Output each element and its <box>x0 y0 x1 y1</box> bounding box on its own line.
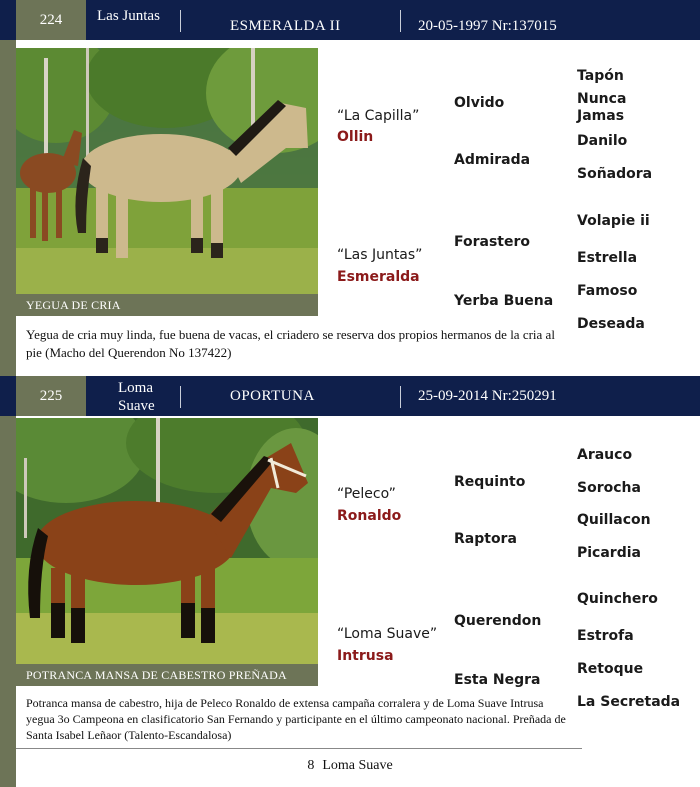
header-divider <box>400 386 401 408</box>
horse-photo-image <box>16 48 318 294</box>
pedigree-great-grandparent: Quillacon <box>577 512 651 528</box>
footer-breeder: Loma Suave <box>322 758 393 773</box>
pedigree-great-grandparent: Picardia <box>577 545 641 561</box>
birth-registration: 20-05-1997 Nr:137015 <box>418 18 557 34</box>
lot-description: Yegua de cria muy linda, fue buena de vacas, el criadero se reserva dos propios hermanos de la cria al pie (Macho del Querendon No 137422) <box>26 327 555 360</box>
sire-prefix: “La Capilla” <box>337 108 420 124</box>
dam-name: Intrusa <box>337 648 394 664</box>
dam-prefix: “Loma Suave” <box>337 626 438 642</box>
dam-prefix: “Las Juntas” <box>337 247 423 263</box>
sire-name: Ronaldo <box>337 508 402 524</box>
horse-photo <box>16 418 318 664</box>
lot-header <box>0 0 700 40</box>
photo-caption: POTRANCA MANSA DE CABESTRO PREÑADA <box>16 664 318 686</box>
sire-prefix: “Peleco” <box>337 486 396 502</box>
header-divider <box>180 386 181 408</box>
pedigree-dam-dam: Esta Negra <box>454 672 541 688</box>
page-number: 8 <box>307 758 315 773</box>
pedigree-dam-sire: Querendon <box>454 613 542 629</box>
lot-header <box>0 376 700 416</box>
dam-name: Esmeralda <box>337 269 420 285</box>
pedigree-great-grandparent: Soñadora <box>577 166 653 182</box>
sire-name: Ollin <box>337 129 374 145</box>
lot-description: Potranca mansa de cabestro, hija de Peleco Ronaldo de extensa campaña corralera y de Loma Suave Intrusa yegua 3o Campeona en clasificatorio San Fernando y participante en el último campeonato nacional. Preñada de Santa Isabel Leñaor (Talento-Escandalosa) <box>26 696 566 742</box>
lot-number: 224 <box>16 0 86 40</box>
pedigree-great-grandparent: Deseada <box>577 316 645 332</box>
lot-number: 225 <box>16 376 86 416</box>
horse-photo <box>16 48 318 294</box>
pedigree-great-grandparent: Sorocha <box>577 480 641 496</box>
pedigree-great-grandparent: Retoque <box>577 661 644 677</box>
pedigree-great-grandparent: Estrella <box>577 250 638 266</box>
pedigree-great-grandparent: La Secretada <box>577 694 681 710</box>
breeder-name: Loma Suave <box>118 380 155 414</box>
page-footer <box>0 758 700 774</box>
pedigree-dam-sire: Forastero <box>454 234 531 250</box>
horse-photo-image <box>16 418 318 664</box>
footer-rule <box>16 748 582 749</box>
pedigree-great-grandparent: Tapón <box>577 68 624 84</box>
pedigree-dam-dam: Yerba Buena <box>454 293 554 309</box>
header-divider <box>180 10 181 32</box>
pedigree-sire-sire: Olvido <box>454 95 505 111</box>
pedigree-sire-sire: Requinto <box>454 474 526 490</box>
pedigree-great-grandparent: Volapie ii <box>577 213 650 229</box>
header-divider <box>400 10 401 32</box>
photo-caption: YEGUA DE CRIA <box>16 294 318 316</box>
pedigree-great-grandparent: Quinchero <box>577 591 658 607</box>
pedigree-great-grandparent: Arauco <box>577 447 633 463</box>
pedigree-great-grandparent: Famoso <box>577 283 638 299</box>
pedigree-great-grandparent: Danilo <box>577 133 628 149</box>
breeder-name: Las Juntas <box>97 8 160 24</box>
horse-name: ESMERALDA II <box>230 18 341 34</box>
pedigree-sire-dam: Raptora <box>454 531 517 547</box>
pedigree-sire-dam: Admirada <box>454 152 531 168</box>
horse-name: OPORTUNA <box>230 388 315 404</box>
birth-registration: 25-09-2014 Nr:250291 <box>418 388 557 404</box>
pedigree-great-grandparent: Nunca Jamas <box>577 91 627 124</box>
pedigree-great-grandparent: Estrofa <box>577 628 634 644</box>
